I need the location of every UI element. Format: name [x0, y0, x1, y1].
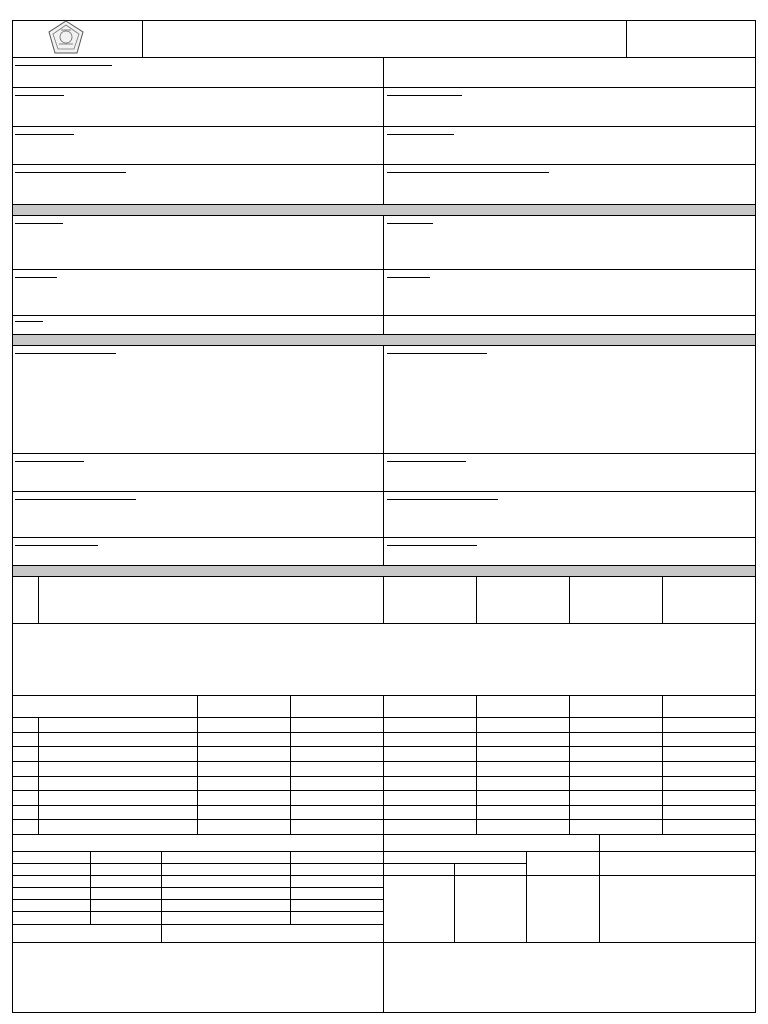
government-emblem-icon — [49, 21, 83, 53]
section-band-2 — [13, 335, 756, 346]
field-caption-underlines — [15, 66, 549, 546]
section-band-3 — [13, 566, 756, 577]
section-band-1 — [13, 205, 756, 216]
